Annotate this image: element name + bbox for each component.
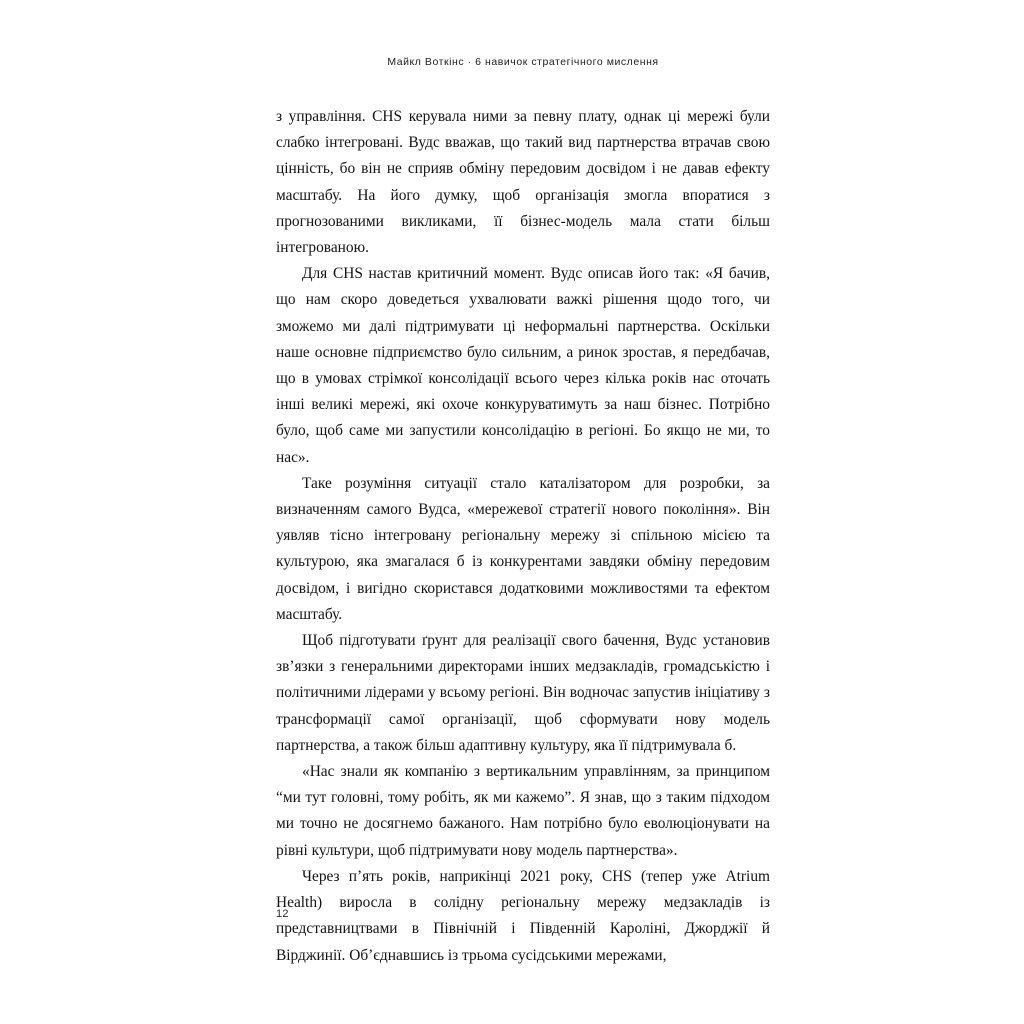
page-content bbox=[276, 56, 770, 969]
paragraph: «Нас знали як компанію з вертикальним управлінням, за принципом “ми тут головні, тому робіть, як ми кажемо”. Я знав, що з таким підходом ми точно не досягнемо бажаного. Нам потрібно було еволюціонувати на рівні культури, щоб підтримувати нову модель партнерства». bbox=[276, 763, 770, 859]
paragraph: Таке розуміння ситуації стало каталізатором для розробки, за визначенням самого Вудса, «мережевої стратегії нового покоління». Він уявляв тісно інтегровану регіональну мережу зі спільною місією та культурою, яка змагалася б із конкурентами завдяки обміну передовим досвідом, і вигідно скористався додатковими можливостями та ефектом масштабу. bbox=[276, 474, 770, 623]
body-text bbox=[276, 104, 770, 969]
paragraph: з управління. CHS керувала ними за певну плату, однак ці мережі були слабко інтегровані. Вудс вважав, що такий вид партнерства втрачав свою цінність, бо він не сприяв обміну передовим досвідом і не давав ефекту масштабу. На його думку, щоб організація змогла впоратися з прогнозованими викликами, її бізнес-модель мала стати більш інтегрованою. bbox=[276, 108, 770, 257]
paragraph: Щоб підготувати ґрунт для реалізації свого бачення, Вудс установив зв’язки з генеральними директорами інших медзакладів, громадськістю і політичними лідерами у всьому регіоні. Він водночас запустив ініціативу з трансформації самої організації, щоб сформувати нову модель партнерства, а також більш адаптивну культуру, яка її підтримувала б. bbox=[276, 632, 770, 754]
page-number: 12 bbox=[276, 908, 289, 920]
paragraph: Через п’ять років, наприкінці 2021 року, CHS (тепер уже Atrium Health) виросла в солідну регіональну мережу медзакладів із представництвами в Північній і Південній Кароліні, Джорджії й Вірджинії. Об’єднавшись із трьома сусідськими мережами, bbox=[276, 867, 770, 964]
running-head: Майкл Воткінс · 6 навичок стратегічного мислення bbox=[387, 56, 659, 68]
paragraph: Для CHS настав критичний момент. Вудс описав його так: «Я бачив, що нам скоро доведеться ухвалювати важкі рішення щодо того, чи зможемо ми далі підтримувати ці неформальні партнерства. Оскільки наше основне підприємство було сильним, а ринок зростав, я передбачав, що в умовах стрімкої консолідації всього через кілька років нас оточать інші великі мережі, які охоче конкуруватимуть за наш бізнес. Потрібно було, щоб саме ми запустили консолідацію в регіоні. Бо якщо не ми, то нас». bbox=[276, 265, 770, 466]
